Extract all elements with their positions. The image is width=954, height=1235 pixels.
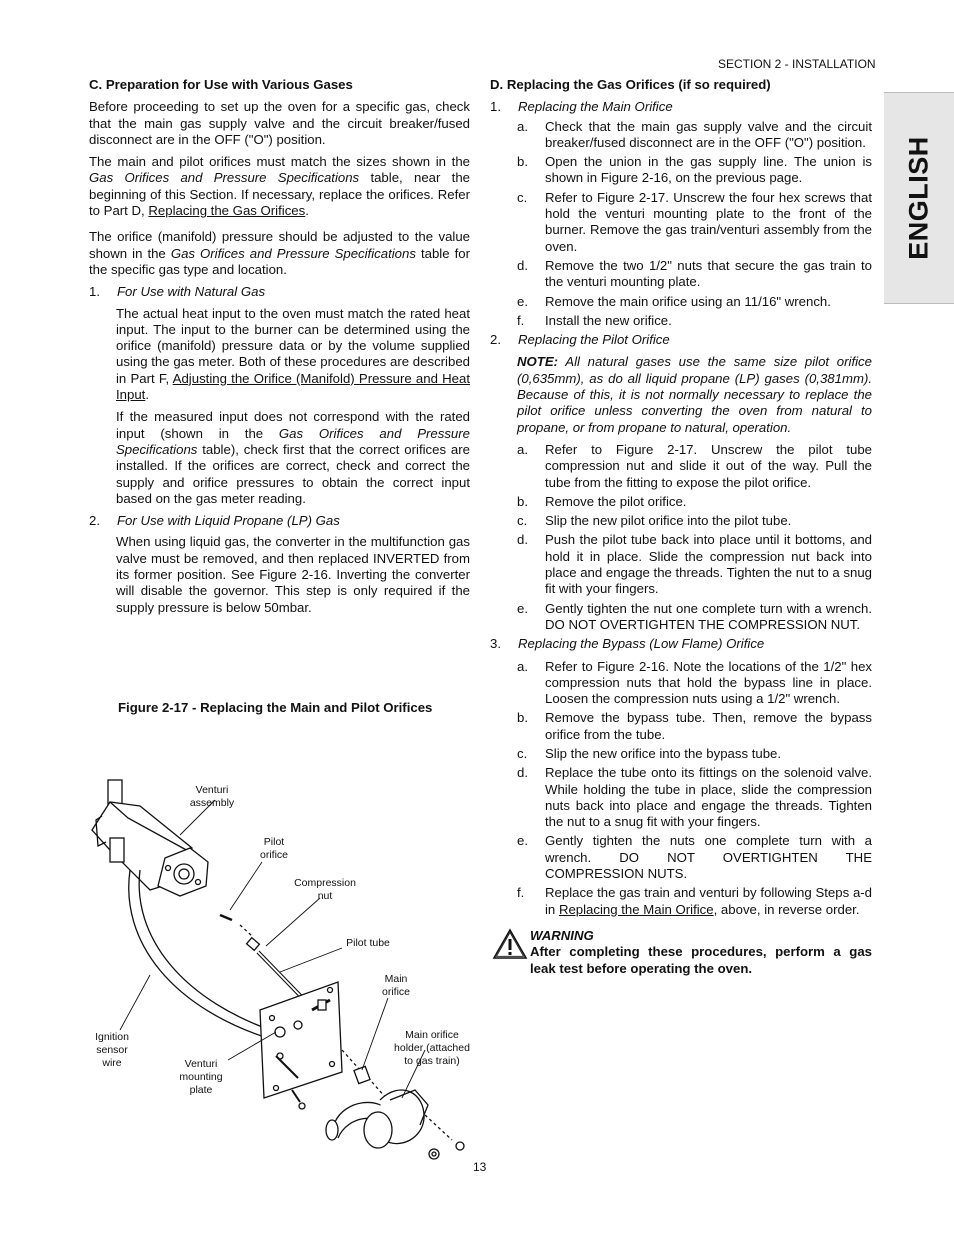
- pilot-note: [490, 354, 872, 435]
- note-label: NOTE:: [517, 354, 559, 370]
- left-paragraph-1: Before proceeding to set up the oven for a specific gas, check that the main gas supply valve and the circuit breaker/fused disconnect are in the OFF ("O") position.: [89, 99, 470, 147]
- step-text: Refer to Figure 2-17. Unscrew the pilot tube compression nut and slide it out of the way. Pull the tube from the fitting to expose the pilot orifice.: [545, 441, 872, 490]
- note-text: All natural gases use the same size pilot orifice (0,635mm), as do all liquid propane (LP) gases (0,381mm). Because of this, it is not normally necessary to replace the pilot orifice unless converting the oven from natural to propane, or from propane to natural, operation.: [517, 354, 872, 435]
- label-venturi-assembly: Venturi assembly: [189, 784, 235, 809]
- step-text: Check that the main gas supply valve and the circuit breaker/fused disconnect are in the OFF ("O") position.: [545, 118, 872, 150]
- warning-text: After completing these procedures, perform a gas leak test before operating the oven.: [530, 944, 872, 976]
- step-letter: d.: [517, 765, 528, 781]
- step-letter: d.: [517, 257, 528, 273]
- step-letter: b.: [517, 493, 528, 509]
- subsection-3-step-f: f. Replace the gas train and venturi by following Steps a-d in Replacing the Main Orifice, above, in reverse order.: [517, 885, 872, 917]
- step-letter: b.: [517, 710, 528, 726]
- step-letter: c.: [517, 189, 528, 205]
- step-item: [517, 746, 872, 762]
- step-letter: e.: [517, 600, 528, 616]
- step-item: [517, 442, 872, 491]
- item-1-paragraph-1: The actual heat input to the oven must match the rated heat input. The input to the burner can be determined using the orifice (manifold) pressure data or by the volume supplied using the gas meter. Both of these procedures are described in Part F, Adjusting the Orifice (Manifold) Pressure and Heat Input.: [116, 305, 470, 403]
- step-item: [517, 258, 872, 291]
- step-letter: b.: [517, 154, 528, 170]
- orifice-diagram: [80, 720, 480, 1170]
- step-text: Remove the bypass tube. Then, remove the bypass orifice from the tube.: [545, 710, 872, 742]
- section-header: SECTION 2 - INSTALLATION: [718, 57, 876, 71]
- step-letter: e.: [517, 293, 528, 309]
- language-tab-label: ENGLISH: [903, 136, 934, 260]
- step-text: Slip the new pilot orifice into the pilot tube.: [545, 513, 792, 529]
- language-tab: [884, 92, 954, 304]
- left-paragraph-3: The orifice (manifold) pressure should be adjusted to the value shown in the Gas Orifices and Pressure Specifications table for the specific gas type and location.: [89, 229, 470, 277]
- step-text: Gently tighten the nut one complete turn with a wrench. DO NOT OVERTIGHTEN THE COMPRESSION NUT.: [545, 600, 872, 632]
- link-replacing-main-orifice: Replacing the Main Orifice: [558, 901, 714, 917]
- left-paragraph-2: The main and pilot orifices must match the sizes shown in the Gas Orifices and Pressure Specifications table, near the beginning of this Section. If necessary, replace the orifices. Refer to Part D, Replacing the Gas Orifices.: [89, 154, 470, 219]
- step-item: [517, 765, 872, 830]
- step-item: [517, 532, 872, 597]
- label-venturi-mounting-plate: Venturi mounting plate: [179, 1058, 223, 1096]
- step-text: Slip the new orifice into the bypass tube.: [545, 745, 782, 761]
- step-text: Install the new orifice.: [545, 312, 672, 328]
- step-text: Remove the two 1/2" nuts that secure the gas train to the venturi mounting plate.: [545, 257, 872, 290]
- step-letter: a.: [517, 441, 528, 457]
- label-compression-nut: Compression nut: [294, 877, 356, 902]
- step-item: [517, 601, 872, 634]
- subsection-2-steps: [490, 442, 872, 633]
- step-text: Refer to Figure 2-17. Unscrew the four hex screws that hold the venturi mounting plate to the front of the burner. Remove the gas train/venturi assembly from the oven.: [545, 189, 872, 254]
- page-number: 13: [473, 1160, 487, 1174]
- item-1-paragraph-2: If the measured input does not correspond with the rated input (shown in the Gas Orifices and Pressure Specifications table), check first that the correct orifices are installed. If the orifices are correct, check and correct the supply and orifice pressures to obtain the correct input based on the gas meter reading.: [116, 409, 470, 506]
- warning-title: WARNING: [530, 927, 594, 943]
- step-item: [517, 513, 872, 529]
- link-replacing-gas-orifices: Replacing the Gas Orifices: [148, 203, 306, 219]
- step-item: [517, 190, 872, 255]
- step-item: [517, 659, 872, 708]
- step-text: Refer to Figure 2-16. Note the locations of the 1/2" hex compression nuts that hold the bypass line in place. Loosen the compression nuts using a 1/2" wrench.: [545, 658, 872, 707]
- step-text: Replace the tube onto its fittings on the solenoid valve. While holding the tube in place, slide the compression nuts back into place and engage the threads. Tighten the nut to a snug fit with your fingers.: [545, 765, 872, 830]
- step-text: Open the union in the gas supply line. The union is shown in Figure 2-16, on the previous page.: [545, 154, 872, 186]
- warning-icon: [490, 928, 530, 960]
- step-text: Remove the main orifice using an 11/16" wrench.: [545, 293, 831, 309]
- step-letter: a.: [517, 658, 528, 674]
- step-text: Gently tighten the nuts one complete turn with a wrench. DO NOT OVERTIGHTEN THE COMPRESSION NUTS.: [545, 833, 872, 882]
- section-d-heading: D. Replacing the Gas Orifices (if so required): [490, 77, 771, 92]
- label-pilot-orifice: Pilot orifice: [259, 836, 288, 861]
- step-item: [517, 710, 872, 743]
- label-pilot-tube: Pilot tube: [346, 937, 390, 949]
- subsection-3-steps: [490, 659, 872, 883]
- step-text: Remove the pilot orifice.: [545, 493, 687, 509]
- section-c-heading: C. Preparation for Use with Various Gases: [89, 77, 353, 92]
- step-letter: c.: [517, 513, 528, 529]
- label-ignition-sensor-wire: Ignition sensor wire: [95, 1031, 129, 1069]
- warning-box: [490, 928, 872, 977]
- step-letter: a.: [517, 118, 528, 134]
- figure-caption: Figure 2-17 - Replacing the Main and Pilot Orifices: [118, 700, 433, 715]
- item-2-body: [89, 534, 470, 615]
- subsection-1-heading: 1. Replacing the Main Orifice: [490, 99, 673, 115]
- subsection-1-steps: [490, 119, 872, 330]
- step-text: Push the pilot tube back into place until it bottoms, and hold it in place. Slide the compression nut back into place and engage the threads. Tighten the nut to a snug fit with your fingers.: [545, 532, 873, 597]
- step-item: [517, 294, 872, 310]
- step-item: [517, 313, 872, 329]
- step-item: [517, 154, 872, 187]
- item-2-paragraph-1: When using liquid gas, the converter in the multifunction gas valve must be removed, and then replaced INVERTED from its former position. See Figure 2-16. Inverting the converter will disable the governor. This step is only required if the supply pressure is below 50mbar.: [116, 534, 470, 615]
- step-item: [517, 119, 872, 152]
- step-letter: c.: [517, 745, 528, 761]
- subsection-2-heading: 2. Replacing the Pilot Orifice: [490, 332, 670, 348]
- item-1-body: [89, 306, 470, 508]
- right-column: [490, 77, 872, 977]
- step-item: [517, 833, 872, 882]
- subsection-3-heading: 3. Replacing the Bypass (Low Flame) Orifice: [490, 636, 765, 652]
- label-main-orifice-holder: Main orifice holder (attached to gas train): [394, 1029, 470, 1067]
- item-1-heading: 1. For Use with Natural Gas: [89, 284, 266, 300]
- step-letter: d.: [517, 532, 528, 548]
- step-letter: e.: [517, 833, 528, 849]
- left-column: [89, 77, 470, 622]
- item-2-heading: 2. For Use with Liquid Propane (LP) Gas: [89, 513, 340, 529]
- step-item: [517, 494, 872, 510]
- label-main-orifice: Main orifice: [381, 973, 410, 998]
- step-letter: f.: [517, 312, 525, 328]
